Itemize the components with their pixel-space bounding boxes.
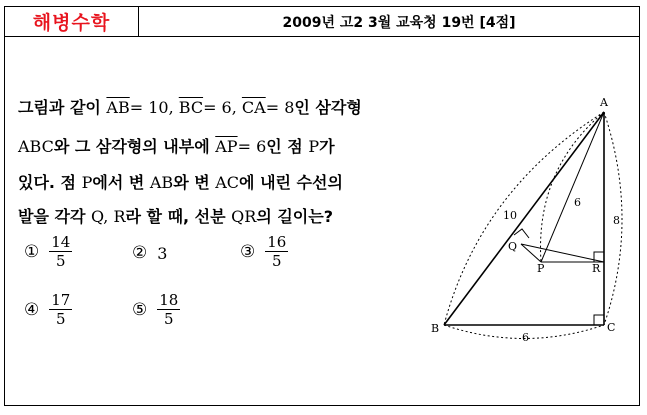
text-segment: = 8 — [265, 98, 295, 117]
segment-ab: $\overline{AB}$ — [106, 98, 130, 117]
text-segment: 와 그 삼각형의 내부에 — [53, 137, 216, 156]
text-segment: 와 변 — [173, 173, 216, 192]
text-segment: 발을 각각 — [18, 207, 91, 226]
text-segment: = 10, — [129, 98, 179, 117]
side-ac: AC — [215, 173, 240, 192]
choice-number: ① — [24, 241, 40, 262]
perpendicular-pq — [521, 244, 541, 262]
segment-qr: QR — [231, 207, 257, 226]
label-p: P — [537, 262, 545, 275]
right-angle-mark-q — [514, 229, 529, 238]
brand-logo: 해병수학 — [5, 7, 139, 36]
text-segment: 라 할 때, 선분 — [125, 207, 232, 226]
text-segment: = 6 — [237, 137, 267, 156]
right-angle-mark-c — [594, 315, 604, 325]
segment-qr-line — [521, 244, 604, 262]
numerator: 16 — [267, 233, 287, 251]
label-c: C — [607, 321, 616, 334]
text-segment: = 6, — [203, 98, 242, 117]
denominator: 5 — [56, 252, 66, 270]
points-q-r: Q, R — [90, 207, 126, 226]
segment-ap: $\overline{AP}$ — [215, 137, 238, 156]
numerator: 17 — [51, 291, 71, 309]
segment-bc: $\overline{BC}$ — [178, 98, 204, 117]
text-segment: 그림과 같이 — [18, 98, 107, 117]
choice-number: ⑤ — [132, 299, 148, 320]
text-segment: 가 — [319, 137, 335, 156]
point-p: P — [308, 137, 320, 156]
length-ab: 10 — [503, 209, 517, 222]
label-a: A — [600, 96, 608, 109]
choice-number: ② — [132, 243, 148, 263]
denominator: 5 — [56, 310, 66, 328]
length-bc: 6 — [522, 331, 529, 344]
text-segment: 있다. 점 — [18, 173, 82, 192]
numerator: 14 — [51, 233, 71, 251]
text-segment: 의 길이는? — [256, 207, 334, 226]
label-q: Q — [508, 240, 518, 253]
triangle-abc: ABC — [18, 137, 54, 156]
side-ab-line — [444, 112, 604, 325]
denominator: 5 — [272, 252, 282, 270]
numerator: 18 — [159, 291, 179, 309]
segment-ca: $\overline{CA}$ — [241, 98, 266, 117]
label-b: B — [431, 322, 440, 335]
label-r: R — [592, 262, 601, 275]
segment-ap-line — [541, 112, 604, 262]
point-p: P — [81, 173, 93, 192]
side-ab: AB — [149, 173, 174, 192]
choice-number: ③ — [240, 241, 256, 262]
choice-number: ④ — [24, 299, 40, 320]
text-segment: 에 내린 수선의 — [239, 173, 343, 192]
text-segment: 인 삼각형 — [294, 98, 362, 117]
length-ap: 6 — [574, 196, 581, 209]
problem-title: 2009년 고2 3월 교육청 19번 [4점] — [282, 14, 516, 31]
length-ca: 8 — [613, 214, 620, 227]
text-segment: 인 점 — [266, 137, 309, 156]
choice-value: 3 — [157, 243, 168, 263]
denominator: 5 — [164, 310, 174, 328]
text-segment: 에서 변 — [92, 173, 150, 192]
